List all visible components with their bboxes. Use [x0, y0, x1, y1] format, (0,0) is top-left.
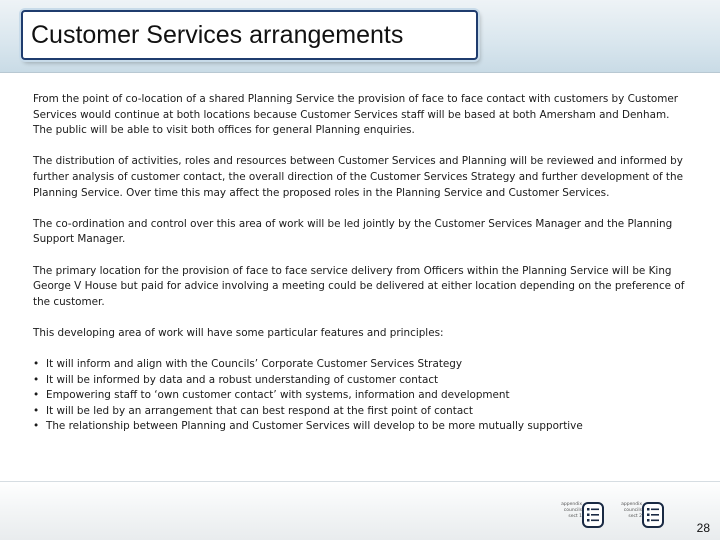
document-list-icon — [642, 502, 664, 528]
footer-divider — [0, 481, 720, 482]
list-item: • It will be led by an arrangement that can best respond at the first point of contact — [33, 404, 688, 420]
slide-body — [33, 92, 688, 435]
paragraph-principles-intro: This developing area of work will have some particular features and principles: — [33, 326, 444, 339]
paragraph-co-location: From the point of co-location of a shared Planning Service the provision of face to face contact with customers by Customer Services would continue at both locations because Customer Services staff will be based at both Amersham and Denham. The public will be able to visit both offices for general Planning enquiries. — [33, 93, 679, 137]
logo-caption: appendix councils sect 1 — [561, 502, 582, 519]
list-item: • The relationship between Planning and Customer Services will develop to be more mutually supportive — [33, 419, 688, 435]
header-divider — [0, 72, 720, 73]
title-box — [21, 10, 478, 60]
paragraph-coordination: The co-ordination and control over this area of work will be led jointly by the Customer Services Manager and the Planning Support Manager. — [33, 217, 673, 246]
footer-logo-1 — [548, 500, 604, 530]
document-list-icon — [582, 502, 604, 528]
footer-logo-2 — [608, 500, 664, 530]
list-item: • It will inform and align with the Councils’ Corporate Customer Services Strategy — [33, 357, 688, 373]
page-title: Customer Services arrangements — [31, 20, 404, 49]
paragraph-primary-location: The primary location for the provision of face to face service delivery from Officers within the Planning Service will be King George V House but paid for advice involving a meeting could be delivered at either location depending on the preference of the customer. — [33, 264, 685, 308]
page-number: 28 — [696, 521, 710, 535]
principles-list — [33, 357, 688, 435]
paragraph-distribution: The distribution of activities, roles and resources between Customer Services and Planning will be reviewed and informed by further analysis of customer contact, the overall direction of the Customer Services Strategy and further development of the Planning Service. Over time this may affect the proposed roles in the Planning Service and Customer Services. — [33, 155, 683, 199]
list-item: • It will be informed by data and a robust understanding of customer contact — [33, 373, 688, 389]
logo-caption: appendix councils sect 2 — [621, 502, 642, 519]
list-item: • Empowering staff to ‘own customer contact’ with systems, information and development — [33, 388, 688, 404]
